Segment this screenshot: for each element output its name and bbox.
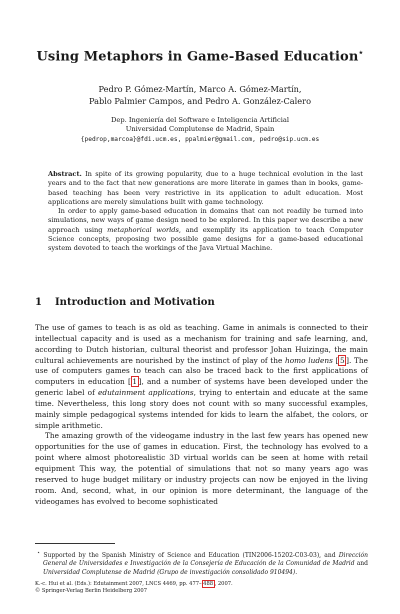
- footer-text-a: K.-c. Hui et al. (Eds.): Edutainment 2007, LNCS 4469, pp. 477–: [35, 581, 202, 587]
- abstract-text-2b: , and exemplify its application to teach Computer Science concepts, proposing two possible game designs for a game-based educational system devoted to teach the workings of the Java Virtual Machine.: [48, 225, 364, 253]
- body-text-1b: . The use of computers games to teach can also be traced back to the first applications of computers in education: [35, 355, 368, 387]
- citation-link-5[interactable]: 5: [339, 355, 345, 365]
- body-text-1c: , and a number of systems have been developed under the generic label of: [35, 377, 368, 398]
- title-text: Using Metaphors in Game-Based Education: [36, 49, 359, 65]
- abstract-label: Abstract.: [48, 170, 82, 178]
- footer-text-b: , 2007.: [214, 581, 233, 587]
- affiliation-dept: Dep. Ingeniería del Software e Inteligencia Artificial: [111, 116, 289, 124]
- body-text-1d: , trying to entertain and educate at the same time. Nevertheless, this long story does not count with so many successful examples, mainly simple pedagogical systems intended for kids to learn the alfabet, the colors, or simple arithmetic.: [35, 388, 368, 430]
- abstract: [48, 170, 363, 254]
- footnote-text-b: and: [354, 560, 368, 568]
- affiliation: [0, 116, 400, 144]
- authors-line-1: Pedro P. Gómez-Martín, Marco A. Gómez-Martín,: [98, 84, 302, 94]
- section-title: Introduction and Motivation: [55, 297, 215, 308]
- footnote-rule: [35, 543, 115, 544]
- footnote-emphasis-1: Dirección General de Universidades e Investigación de la Consejería de Educación de la Comunidad de Madrid: [43, 552, 368, 568]
- citation-link-1[interactable]: 1: [132, 377, 138, 387]
- section-heading: [35, 297, 215, 308]
- body-emphasis-homo-ludens: homo ludens: [285, 355, 333, 365]
- body-text: [35, 323, 368, 507]
- abstract-emphasis: metaphorical worlds: [107, 225, 179, 234]
- page-footer: [35, 581, 368, 595]
- footnote-paragraph: [35, 549, 368, 577]
- body-emphasis-edutainment: edutainment applications: [98, 388, 194, 398]
- footer-copyright: © Springer-Verlag Berlin Heidelberg 2007: [35, 588, 147, 594]
- footnote-text-a: Supported by the Spanish Ministry of Science and Education (TIN2006-15202-C03-03), and: [43, 552, 339, 559]
- body-paragraph-1: The use of games to teach is as old as teaching. Game in animals is connected to their intellectual capacity and is used as a mechanism for training and safe learning, and, according to Dutch historian, cultural theorist and professor Johan Huizinga, the main cultural achievements are nourished by the instinct of play of the homo ludens [ 5 ]. The use of computers games to teach can also be traced back to the first applications of computers in education [ 1 ], and a number of systems have been developed under the generic label of edutainment applications, trying to entertain and educate at the same time. Nevertheless, this long story does not count with so many successful examples, mainly simple pedagogical systems intended for kids to learn the alfabet, the colors, or simple arithmetic.: [35, 323, 368, 430]
- title-footnote-mark: ⋆: [358, 47, 364, 57]
- author-list: [0, 83, 400, 107]
- page-range-link[interactable]: 488: [203, 581, 214, 587]
- abstract-paragraph-1: [48, 170, 363, 207]
- paper-title: [0, 47, 400, 64]
- affiliation-university: Universidad Complutense de Madrid, Spain: [125, 125, 275, 134]
- abstract-paragraph-2: [48, 207, 363, 253]
- section-number: 1: [35, 297, 42, 308]
- footnote: [35, 549, 368, 577]
- author-emails: {pedrop,marcoa}@fdi.ucm.es, ppalmier@gmail.com, pedro@sip.ucm.es: [80, 135, 320, 143]
- body-text-1a: The use of games to teach is as old as teaching. Game in animals is connected to their intellectual capacity and is used as a mechanism for training and safe learning, and, according to Dutch historian, cultural theorist and professor Johan Huizinga, the main cultural achievements are nourished by the instinct of play of the: [35, 323, 368, 365]
- abstract-text-2a: In order to apply game-based education in domains that can not readily be turned into simulations, new ways of game design need to be explored. In this paper we describe a new approach using: [48, 207, 363, 234]
- footer-citation: [35, 581, 368, 588]
- authors-line-2: Pablo Palmier Campos, and Pedro A. González-Calero: [88, 96, 311, 106]
- abstract-text-1: In spite of its growing popularity, due to a huge technical evolution in the last years and to the fact that new generations are more literate in games than in books, game-based teaching has been very restrictive in its application to adult education. Most applications are merely simulations built with game technology.: [48, 170, 363, 206]
- body-paragraph-2: The amazing growth of the videogame industry in the last few years has opened new opportunities for the use of games in education. First, the technology has evolved to a point where almost photorealistic 3D virtual worlds can be seen at home with retail equipment This way, the potential of simulations that not so many years ago was reserved to huge budget military or industry projects can now be enjoyed in the living room. And, second, what, in our opinion is more determinant, the language of the videogames has evolved to become sophisticated: [35, 431, 368, 506]
- footnote-mark: ⋆: [37, 550, 41, 556]
- footnote-emphasis-2: Universidad Complutense de Madrid (Grupo de investigación consolidado 910494).: [43, 568, 298, 576]
